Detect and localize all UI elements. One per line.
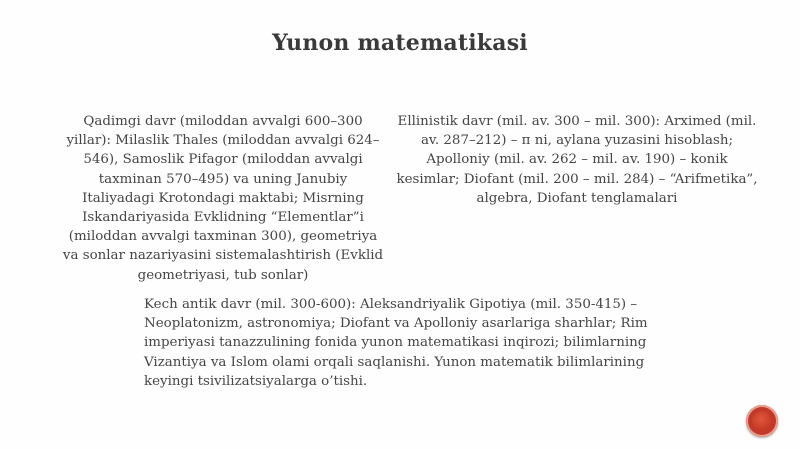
right-text-block: Ellinistik davr (mil. av. 300 – mil. 300): Arximed (mil. av. 287–212) – π ni, aylana yuzasini hisoblash; Apolloniy (mil. av. 262 – mil. av. 190) – konik kesimlar; Diofant (mil. 200 – mil. 284) – “Arifmetika”, algebra, Diofant tenglamalari	[396, 114, 758, 206]
left-text-block: Qadimgi davr (miloddan avvalgi 600–300 yillar): Milaslik Thales (miloddan avvalgi 624–546), Samoslik Pifagor (miloddan avvalgi taxminan 570–495) va uning Janubiy Italiyadagi Krotondagi maktabi; Misrning Iskandariyasida Evklidning “Elementlar”i (miloddan avvalgi taxminan 300), geometriya va sonlar nazariyasini sistemalashtirish (Evklid geometriyasi, tub sonlar)	[62, 114, 384, 283]
circle-button-icon[interactable]	[746, 405, 778, 437]
slide-title: Yunon matematikasi	[272, 30, 528, 56]
bottom-text-block: Kech antik davr (mil. 300-600): Aleksandriyalik Gipotiya (mil. 350-415) – Neoplatonizm, astronomiya; Diofant va Apolloniy asarlariga sharhlar; Rim imperiyasi tanazzulining fonida yunon matematikasi inqirozi; bilimlarning Vizantiya va Islom olami orqali saqlanishi. Yunon matematik bilimlarining keyingi tsivilizatsiyalarga o’tishi.	[144, 297, 648, 389]
